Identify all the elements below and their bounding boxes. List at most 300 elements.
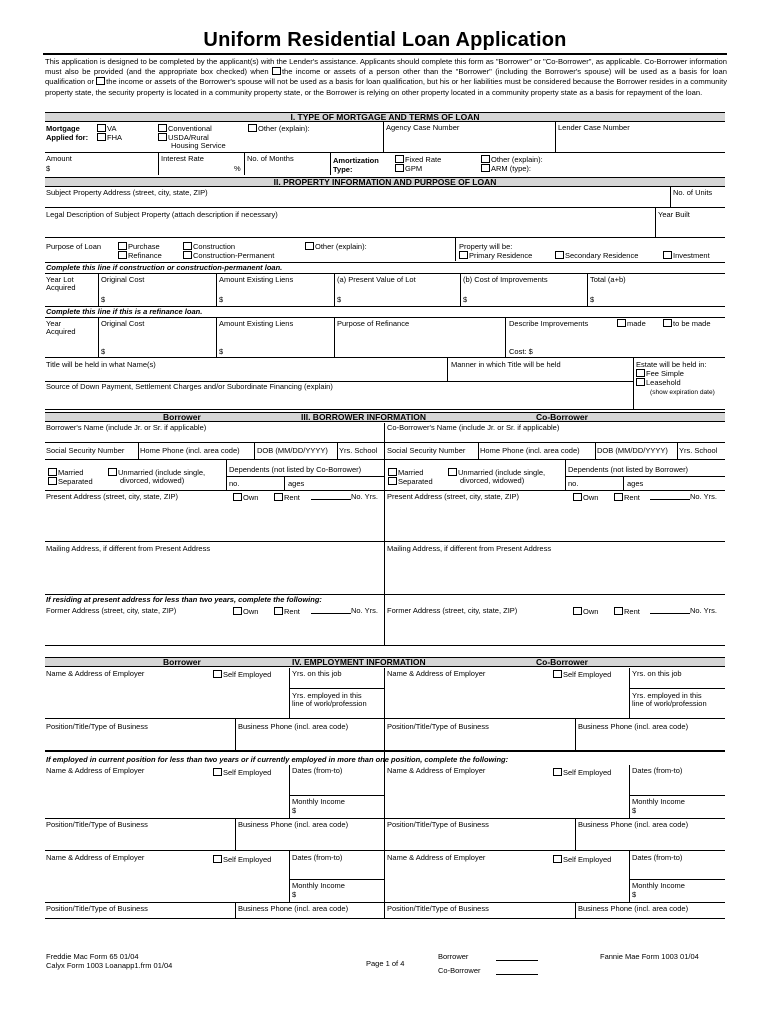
interest-percent: % (234, 164, 241, 173)
borrower-former-address-field[interactable]: Former Address (street, city, state, ZIP) (46, 606, 177, 615)
borrower-business-phone-3-field[interactable]: Business Phone (incl. area code) (238, 904, 349, 913)
co-borrower-dob-field[interactable]: DOB (MM/DD/YYYY) (597, 446, 668, 455)
c-self-employed-2-option[interactable] (553, 768, 611, 777)
b-separated-option[interactable] (48, 477, 93, 486)
refi-existing-liens-field[interactable]: Amount Existing Liens (219, 319, 294, 328)
divider (455, 237, 456, 261)
title-manner-field[interactable]: Manner in which Title will be held (451, 360, 561, 369)
b-own-checkbox[interactable] (233, 493, 242, 501)
agency-case-field[interactable]: Agency Case Number (386, 123, 460, 132)
divider (98, 273, 99, 306)
fee-simple-option[interactable] (636, 369, 684, 378)
fee-simple-checkbox[interactable] (636, 369, 645, 377)
borrower-dates-3-field[interactable]: Dates (from-to) (292, 853, 343, 862)
borrower-monthly-income-2-field[interactable]: Monthly Income (292, 797, 345, 806)
va-checkbox[interactable] (97, 124, 106, 132)
divider (98, 317, 99, 357)
to-be-made-option[interactable] (663, 319, 711, 328)
center-divider (384, 423, 385, 645)
to-be-made-label: to be made (673, 319, 711, 328)
divider (289, 850, 290, 902)
purpose-label: Purpose of Loan (46, 242, 102, 251)
b-married-option[interactable] (48, 468, 83, 477)
rule (45, 718, 725, 719)
c-former-own-checkbox[interactable] (573, 607, 582, 615)
co-borrower-position-3-field[interactable]: Position/Title/Type of Business (387, 904, 489, 913)
co-borrower-employer-field[interactable]: Name & Address of Employer (387, 669, 486, 678)
refi-original-cost-field[interactable]: Original Cost (101, 319, 145, 328)
rule (45, 207, 725, 208)
married-label: Married (398, 468, 424, 477)
divider (158, 152, 159, 175)
conventional-option[interactable] (158, 124, 212, 133)
construction-checkbox[interactable] (183, 242, 192, 250)
borrower-employer-3-field[interactable]: Name & Address of Employer (46, 853, 145, 862)
blank-line (650, 607, 690, 614)
secondary-option[interactable] (555, 251, 638, 260)
investment-option[interactable] (663, 251, 710, 260)
dollar-sign: $ (590, 295, 595, 304)
down-payment-source-field[interactable]: Source of Down Payment, Settlement Charges and/or Subordinate Financing (explain) (46, 382, 333, 391)
divider (289, 765, 290, 818)
own-label: Own (583, 607, 599, 616)
co-borrower-income-checkbox[interactable] (272, 67, 281, 75)
no-yrs-label: No. Yrs. (690, 606, 717, 615)
borrower-position-field[interactable]: Position/Title/Type of Business (46, 722, 148, 731)
divider (383, 122, 384, 152)
co-borrower-name-field[interactable]: Co-Borrower's Name (include Jr. or Sr. if applicable) (387, 423, 560, 432)
amount-field[interactable]: Amount (46, 154, 72, 163)
b-former-own-checkbox[interactable] (233, 607, 242, 615)
co-borrower-dates-2-field[interactable]: Dates (from-to) (632, 766, 683, 775)
co-borrower-dates-3-field[interactable]: Dates (from-to) (632, 853, 683, 862)
primary-checkbox[interactable] (459, 251, 468, 259)
self-employed-label: Self Employed (223, 670, 272, 679)
divider (555, 122, 556, 152)
unmarried-label: Unmarried (include single, (118, 468, 206, 477)
intro-text-a: This application is designed to be completed by the applicant(s) with the Lender's assistance. Applicants should complete this form as "Borrower" or "Co-Borrower", as applicable. Co-Borrower information must also be provided (and the appropriate box checked) when (45, 57, 727, 77)
b-rent-option[interactable] (274, 493, 300, 502)
divider (565, 459, 566, 490)
rent-label: Rent (284, 493, 300, 502)
construction-perm-checkbox[interactable] (183, 251, 192, 259)
b-former-own-option[interactable] (233, 607, 258, 616)
blank-line (650, 493, 690, 500)
other-loan-option[interactable] (248, 124, 310, 133)
rule (45, 317, 725, 318)
borrower-yrs-school-field[interactable]: Yrs. School (339, 446, 378, 455)
divider (330, 152, 331, 175)
divider (478, 442, 479, 459)
cost-improvements-field[interactable]: (b) Cost of Improvements (463, 275, 548, 284)
rule (629, 879, 725, 880)
divider (226, 459, 227, 490)
investment-checkbox[interactable] (663, 251, 672, 259)
other-amort-option[interactable] (481, 155, 543, 164)
intro-text-c: the income or assets of the Borrower's spouse will not be used as a basis for loan qualification, but his or her liabilities must be considered because the Borrower resides in a community property state, the security property is located in a community property state, or the Borrower is relying on other property located in a community property state as a basis for repayment of the loan. (45, 77, 728, 97)
leasehold-label: Leasehold (646, 378, 681, 387)
rule (45, 152, 725, 153)
divider (235, 818, 236, 850)
co-borrower-monthly-income-2-field[interactable]: Monthly Income (632, 797, 685, 806)
borrower-present-address-field[interactable]: Present Address (street, city, state, ZIP) (46, 492, 178, 501)
c-separated-option[interactable] (388, 477, 433, 486)
units-field[interactable]: No. of Units (673, 188, 713, 197)
section-1-header (45, 112, 725, 122)
co-borrower-business-phone-field[interactable]: Business Phone (incl. area code) (578, 722, 689, 731)
divider (629, 765, 630, 818)
b-former-rent-checkbox[interactable] (274, 607, 283, 615)
co-borrower-position-2-field[interactable]: Position/Title/Type of Business (387, 820, 489, 829)
c-own-option[interactable] (573, 493, 598, 502)
center-divider (384, 668, 385, 918)
rule (45, 442, 725, 443)
co-borrower-ssn-field[interactable]: Social Security Number (387, 446, 466, 455)
c-unmarried-checkbox[interactable] (448, 468, 457, 476)
c-rent-checkbox[interactable] (614, 493, 623, 501)
c-self-employed-3-option[interactable] (553, 855, 611, 864)
fha-label: FHA (107, 133, 122, 142)
co-borrower-heading: Co-Borrower (536, 657, 588, 667)
construction-label: Construction (193, 242, 236, 251)
dependents-ages-field[interactable]: ages (288, 479, 305, 488)
total-field[interactable]: Total (a+b) (590, 275, 626, 284)
rule (45, 357, 725, 358)
divider (235, 902, 236, 918)
construction-perm-option[interactable] (183, 251, 274, 260)
c-self-employed-2-checkbox[interactable] (553, 768, 562, 776)
divider (337, 442, 338, 459)
divider (655, 207, 656, 237)
yrs-line-text-1: Yrs. employed in this (632, 691, 702, 700)
construction-line-heading: Complete this line if construction or construction-permanent loan. (46, 263, 283, 272)
fixed-rate-option[interactable] (395, 155, 441, 164)
fixed-rate-checkbox[interactable] (395, 155, 404, 163)
existing-liens-field[interactable]: Amount Existing Liens (219, 275, 294, 284)
gpm-label: GPM (405, 164, 423, 173)
divider (505, 317, 506, 357)
title-names-field[interactable]: Title will be held in what Name(s) (46, 360, 156, 369)
self-employed-label: Self Employed (563, 855, 612, 864)
co-borrower-monthly-income-3-field[interactable]: Monthly Income (632, 881, 685, 890)
dollar-sign: $ (219, 295, 224, 304)
c-former-own-option[interactable] (573, 607, 598, 616)
purpose-refinance-field[interactable]: Purpose of Refinance (337, 319, 410, 328)
borrower-employer-field[interactable]: Name & Address of Employer (46, 669, 145, 678)
intro-text-b: the income or assets of a person other than the "Borrower" (including the Borrower's spouse) will be used as a basis for loan qualification or (45, 67, 727, 87)
purchase-checkbox[interactable] (118, 242, 127, 250)
to-be-made-checkbox[interactable] (663, 319, 672, 327)
amort-type-label: Type: (333, 165, 353, 174)
made-option[interactable] (617, 319, 646, 328)
own-label: Own (243, 607, 259, 616)
b-self-employed-2-option[interactable] (213, 768, 271, 777)
show-expiration-label: (show expiration date) (650, 389, 715, 396)
separated-label: Separated (398, 477, 433, 486)
rule (45, 237, 725, 238)
c-married-checkbox[interactable] (388, 468, 397, 476)
applied-for-label: Applied for: (46, 133, 89, 142)
present-value-field[interactable]: (a) Present Value of Lot (337, 275, 416, 284)
b-separated-checkbox[interactable] (48, 477, 57, 485)
divider (595, 442, 596, 459)
footer-co-borrower-initials-label: Co-Borrower (438, 966, 481, 975)
property-will-be-label: Property will be: (459, 242, 513, 251)
lender-case-field[interactable]: Lender Case Number (558, 123, 630, 132)
rule (629, 688, 725, 689)
divider (138, 442, 139, 459)
divider (216, 317, 217, 357)
refinance-label: Refinance (128, 251, 162, 260)
co-borrower-employer-2-field[interactable]: Name & Address of Employer (387, 766, 486, 775)
primary-option[interactable] (459, 251, 532, 260)
primary-label: Primary Residence (469, 251, 533, 260)
rule (45, 645, 725, 646)
borrower-name-field[interactable]: Borrower's Name (include Jr. or Sr. if applicable) (46, 423, 207, 432)
usda-label: USDA/Rural (168, 133, 209, 142)
borrower-dob-field[interactable]: DOB (MM/DD/YYYY) (257, 446, 328, 455)
dependents-no-field[interactable]: no. (568, 479, 579, 488)
borrower-position-3-field[interactable]: Position/Title/Type of Business (46, 904, 148, 913)
divider (254, 442, 255, 459)
gpm-checkbox[interactable] (395, 164, 404, 172)
made-checkbox[interactable] (617, 319, 626, 327)
c-rent-option[interactable] (614, 493, 640, 502)
co-borrower-business-phone-3-field[interactable]: Business Phone (incl. area code) (578, 904, 689, 913)
divider (334, 317, 335, 357)
acquired-label: Acquired (46, 327, 76, 336)
divider (244, 152, 245, 175)
b-rent-checkbox[interactable] (274, 493, 283, 501)
b-married-checkbox[interactable] (48, 468, 57, 476)
b-self-employed-2-checkbox[interactable] (213, 768, 222, 776)
arm-checkbox[interactable] (481, 164, 490, 172)
unmarried-label: Unmarried (include single, (458, 468, 546, 477)
c-self-employed-option[interactable] (553, 670, 611, 679)
gpm-option[interactable] (395, 164, 422, 173)
b-self-employed-checkbox[interactable] (213, 670, 222, 678)
legal-description-field[interactable]: Legal Description of Subject Property (attach description if necessary) (46, 210, 278, 219)
borrower-ssn-field[interactable]: Social Security Number (46, 446, 125, 455)
self-employed-label: Self Employed (223, 768, 272, 777)
co-borrower-business-phone-2-field[interactable]: Business Phone (incl. area code) (578, 820, 689, 829)
dependents-ages-field[interactable]: ages (627, 479, 644, 488)
borrower-heading: Borrower (163, 657, 201, 667)
divider (575, 718, 576, 750)
other-purpose-option[interactable] (305, 242, 367, 251)
rule (45, 918, 725, 919)
rent-label: Rent (624, 493, 640, 502)
section-1-title: I. TYPE OF MORTGAGE AND TERMS OF LOAN (290, 112, 480, 122)
acquired-label: Acquired (46, 283, 76, 292)
section-2-title: II. PROPERTY INFORMATION AND PURPOSE OF LOAN (273, 177, 497, 187)
leasehold-checkbox[interactable] (636, 378, 645, 386)
co-borrower-former-address-field[interactable]: Former Address (street, city, state, ZIP) (387, 606, 518, 615)
c-self-employed-3-checkbox[interactable] (553, 855, 562, 863)
dependents-no-field[interactable]: no. (229, 479, 240, 488)
describe-improvements-field[interactable]: Describe Improvements (509, 319, 589, 328)
rule (289, 688, 384, 689)
co-borrower-heading: Co-Borrower (536, 412, 588, 422)
co-borrower-home-phone-field[interactable]: Home Phone (incl. area code) (480, 446, 580, 455)
dollar-sign: $ (292, 890, 297, 899)
co-borrower-present-address-field[interactable]: Present Address (street, city, state, ZIP) (387, 492, 519, 501)
made-label: made (627, 319, 646, 328)
other-amort-checkbox[interactable] (481, 155, 490, 163)
improvement-cost-field[interactable]: Cost: $ (509, 347, 533, 356)
divider (677, 442, 678, 459)
no-yrs-label: No. Yrs. (690, 492, 717, 501)
fha-option[interactable] (97, 133, 122, 142)
b-self-employed-3-option[interactable] (213, 855, 271, 864)
rule (629, 795, 725, 796)
arm-option[interactable] (481, 164, 531, 173)
other-loan-label: Other (explain): (258, 124, 310, 133)
co-borrower-mailing-address-field[interactable]: Mailing Address, if different from Present Address (387, 544, 552, 553)
borrower-initials-line[interactable] (496, 960, 538, 961)
leasehold-option[interactable] (636, 378, 681, 387)
secondary-checkbox[interactable] (555, 251, 564, 259)
intro-paragraph (45, 57, 727, 98)
b-no-yrs[interactable] (311, 493, 378, 501)
married-label: Married (58, 468, 84, 477)
section-3-header (45, 412, 725, 422)
mortgage-label: Mortgage (46, 124, 80, 133)
fha-checkbox[interactable] (97, 133, 106, 141)
other-loan-checkbox[interactable] (248, 124, 257, 132)
construction-option[interactable] (183, 242, 235, 251)
blank-line (311, 493, 351, 500)
borrower-business-phone-2-field[interactable]: Business Phone (incl. area code) (238, 820, 349, 829)
rent-label: Rent (624, 607, 640, 616)
rule (289, 879, 384, 880)
dollar-sign: $ (101, 347, 106, 356)
other-amort-label: Other (explain): (491, 155, 543, 164)
c-separated-checkbox[interactable] (388, 477, 397, 485)
borrower-dependents-label: Dependents (not listed by Co-Borrower) (229, 465, 362, 474)
rule (45, 273, 725, 274)
conventional-checkbox[interactable] (158, 124, 167, 132)
other-purpose-checkbox[interactable] (305, 242, 314, 250)
b-former-rent-option[interactable] (274, 607, 300, 616)
separated-label: Separated (58, 477, 93, 486)
co-borrower-employer-3-field[interactable]: Name & Address of Employer (387, 853, 486, 862)
b-own-option[interactable] (233, 493, 258, 502)
rule (45, 459, 725, 460)
divorced-label: divorced, widowed) (120, 476, 185, 485)
secondary-label: Secondary Residence (565, 251, 639, 260)
refinance-option[interactable] (118, 251, 162, 260)
self-employed-label: Self Employed (563, 768, 612, 777)
divider (460, 273, 461, 306)
borrower-mailing-address-field[interactable]: Mailing Address, if different from Present Address (46, 544, 211, 553)
divider (575, 902, 576, 918)
divider (334, 273, 335, 306)
co-borrower-initials-line[interactable] (496, 974, 538, 975)
purchase-label: Purchase (128, 242, 160, 251)
co-borrower-yrs-job-field[interactable]: Yrs. on this job (632, 669, 682, 678)
co-borrower-position-field[interactable]: Position/Title/Type of Business (387, 722, 489, 731)
borrower-yrs-job-field[interactable]: Yrs. on this job (292, 669, 342, 678)
own-label: Own (243, 493, 259, 502)
fixed-rate-label: Fixed Rate (405, 155, 442, 164)
rule (45, 902, 725, 903)
housing-service-label: Housing Service (171, 141, 226, 150)
spouse-checkbox[interactable] (96, 77, 105, 85)
borrower-employer-2-field[interactable]: Name & Address of Employer (46, 766, 145, 775)
b-former-no-yrs[interactable] (311, 607, 378, 615)
c-former-rent-checkbox[interactable] (614, 607, 623, 615)
original-cost-field[interactable]: Original Cost (101, 275, 145, 284)
purchase-option[interactable] (118, 242, 160, 251)
rule (565, 476, 725, 477)
divider (629, 668, 630, 718)
c-married-option[interactable] (388, 468, 423, 477)
residing-heading: If residing at present address for less than two years, complete the following: (46, 595, 322, 604)
va-option[interactable] (97, 124, 116, 133)
divider (289, 668, 290, 718)
dollar-sign: $ (337, 295, 342, 304)
page-title: Uniform Residential Loan Application (203, 29, 567, 51)
rule (45, 541, 725, 542)
c-former-rent-option[interactable] (614, 607, 640, 616)
footer-borrower-initials-label: Borrower (438, 952, 469, 961)
yrs-line-text-2: line of work/profession (632, 699, 707, 708)
arm-label: ARM (type): (491, 164, 532, 173)
b-unmarried-checkbox[interactable] (108, 468, 117, 476)
year-built-field[interactable]: Year Built (658, 210, 690, 219)
fee-simple-label: Fee Simple (646, 369, 684, 378)
year-lot-label: Year Lot (46, 275, 74, 284)
borrower-business-phone-field[interactable]: Business Phone (incl. area code) (238, 722, 349, 731)
borrower-dates-2-field[interactable]: Dates (from-to) (292, 766, 343, 775)
section-4-header (45, 657, 725, 667)
b-self-employed-option[interactable] (213, 670, 271, 679)
va-label: VA (107, 124, 117, 133)
interest-rate-field[interactable]: Interest Rate (161, 154, 204, 163)
co-borrower-dependents-label: Dependents (not listed by Borrower) (568, 465, 689, 474)
section-2-header (45, 177, 725, 187)
own-label: Own (583, 493, 599, 502)
months-field[interactable]: No. of Months (247, 154, 294, 163)
fannie-mae-form: Fannie Mae Form 1003 01/04 (600, 952, 699, 961)
dollar-sign: $ (219, 347, 224, 356)
b-self-employed-3-checkbox[interactable] (213, 855, 222, 863)
divider (447, 357, 448, 381)
self-employed-label: Self Employed (563, 670, 612, 679)
c-own-checkbox[interactable] (573, 493, 582, 501)
borrower-position-2-field[interactable]: Position/Title/Type of Business (46, 820, 148, 829)
usda-checkbox[interactable] (158, 133, 167, 141)
calyx-form: Calyx Form 1003 Loanapp1.frm 01/04 (46, 961, 173, 970)
refinance-checkbox[interactable] (118, 251, 127, 259)
co-borrower-yrs-school-field[interactable]: Yrs. School (679, 446, 718, 455)
page-number: Page 1 of 4 (366, 959, 405, 968)
year-label: Year (46, 319, 62, 328)
c-self-employed-checkbox[interactable] (553, 670, 562, 678)
section-3-title: III. BORROWER INFORMATION (301, 412, 426, 422)
dollar-sign: $ (632, 806, 637, 815)
title-rule (43, 53, 727, 55)
c-no-yrs[interactable] (650, 493, 717, 501)
c-former-no-yrs[interactable] (650, 607, 717, 615)
subject-address-field[interactable]: Subject Property Address (street, city, state, ZIP) (46, 188, 208, 197)
borrower-home-phone-field[interactable]: Home Phone (incl. area code) (140, 446, 240, 455)
no-yrs-label: No. Yrs. (351, 606, 378, 615)
other-purpose-label: Other (explain): (315, 242, 367, 251)
borrower-monthly-income-3-field[interactable]: Monthly Income (292, 881, 345, 890)
conventional-label: Conventional (168, 124, 212, 133)
